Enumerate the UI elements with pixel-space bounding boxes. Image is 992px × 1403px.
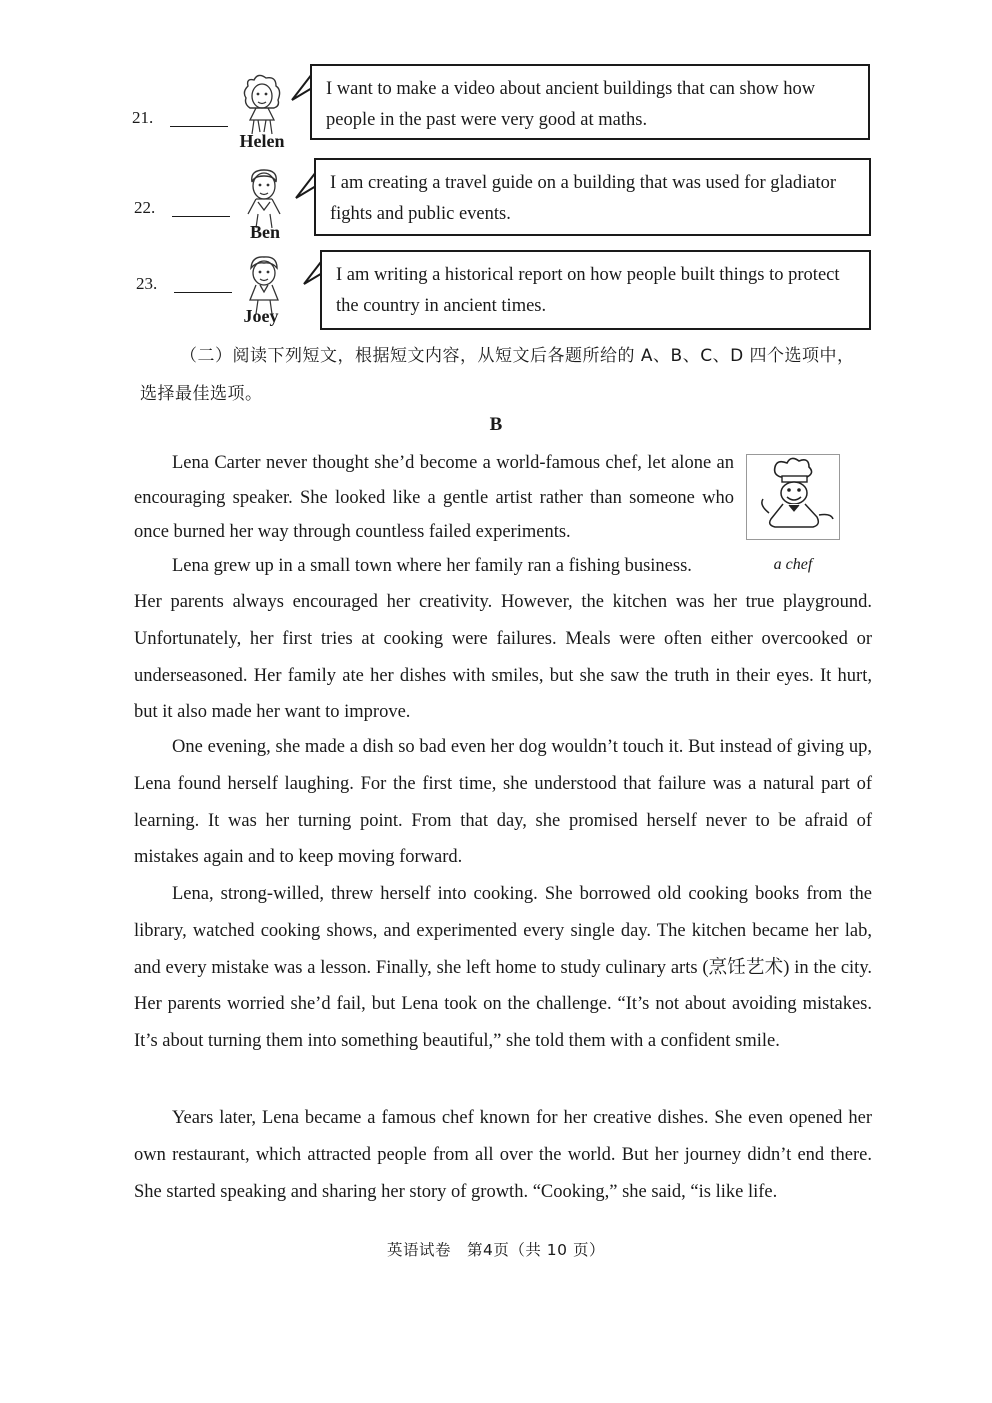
- chef-image: [746, 454, 840, 540]
- question-number: 22.: [134, 198, 156, 217]
- girl-avatar-icon: [236, 74, 288, 138]
- speech-bubble: I want to make a video about ancient buildings that can show how people in the past were very good at maths.: [310, 64, 870, 140]
- answer-blank: [174, 292, 232, 293]
- speaker-name: Joey: [243, 306, 279, 326]
- passage-paragraph: One evening, she made a dish so bad even her dog wouldn’t touch it. But instead of giving up, Lena found herself laughing. For the first time, she understood that failure was a natural part of learning. It was her turning point. From that day, she promised herself never to be afraid of mistakes again and to keep moving forward.: [134, 737, 872, 868]
- question-row-22: [0, 164, 992, 254]
- page-footer: 英语试卷 第4页（共 10 页）: [387, 1241, 605, 1259]
- speaker-name: Ben: [249, 222, 280, 242]
- answer-blank: [170, 126, 228, 127]
- chef-icon: [747, 455, 839, 539]
- question-row-23: [0, 256, 992, 346]
- question-number: 23.: [136, 274, 158, 293]
- passage-title: B: [489, 414, 503, 435]
- speaker-name: Helen: [239, 131, 285, 151]
- answer-blank: [172, 216, 230, 217]
- passage-paragraph: Lena Carter never thought she’d become a world-famous chef, let alone an encouraging speaker. She looked like a gentle artist rather than someone who once burned her way through countless failed experiments.: [134, 453, 734, 542]
- speech-bubble: I am writing a historical report on how people built things to protect the country in ancient times.: [320, 250, 871, 330]
- question-row-21: [0, 70, 992, 160]
- passage-paragraph: Lena, strong-willed, threw herself into cooking. She borrowed old cooking books from the library, watched cooking shows, and experimented every single day. The kitchen became her lab, and every mistake was a lesson. Finally, she left home to study culinary arts (烹饪艺术) in the city. Her parents worried she’d fail, but Lena took on the challenge. “It’s not about avoiding mistakes. It’s about turning them into something beautiful,” she told them with a confident smile.: [134, 884, 872, 1052]
- passage-paragraph: Years later, Lena became a famous chef known for her creative dishes. She even opened her own restaurant, which attracted people from all over the world. But her journey didn’t end there. She started speaking and sharing her story of growth. “Cooking,” she said, “is like life.: [134, 1108, 872, 1202]
- passage-paragraph: Her parents always encouraged her creativity. However, the kitchen was her true playground. Unfortunately, her first tries at cooking were failures. Meals were often either overcooked or underseasoned. Her family ate her dishes with smiles, but she saw the truth in their eyes. It hurt, but it also made her want to improve.: [134, 592, 872, 723]
- passage-paragraph: Lena grew up in a small town where her family ran a fishing business.: [172, 556, 692, 576]
- section-instruction: （二）阅读下列短文，根据短文内容，从短文后各题所给的 A、B、C、D 四个选项中，选择最佳选项。: [140, 346, 855, 404]
- boy-avatar-icon: [238, 166, 290, 230]
- speech-bubble: I am creating a travel guide on a building that was used for gladiator fights and public events.: [314, 158, 871, 236]
- question-number: 21.: [132, 108, 154, 127]
- chef-image-caption: a chef: [773, 556, 813, 573]
